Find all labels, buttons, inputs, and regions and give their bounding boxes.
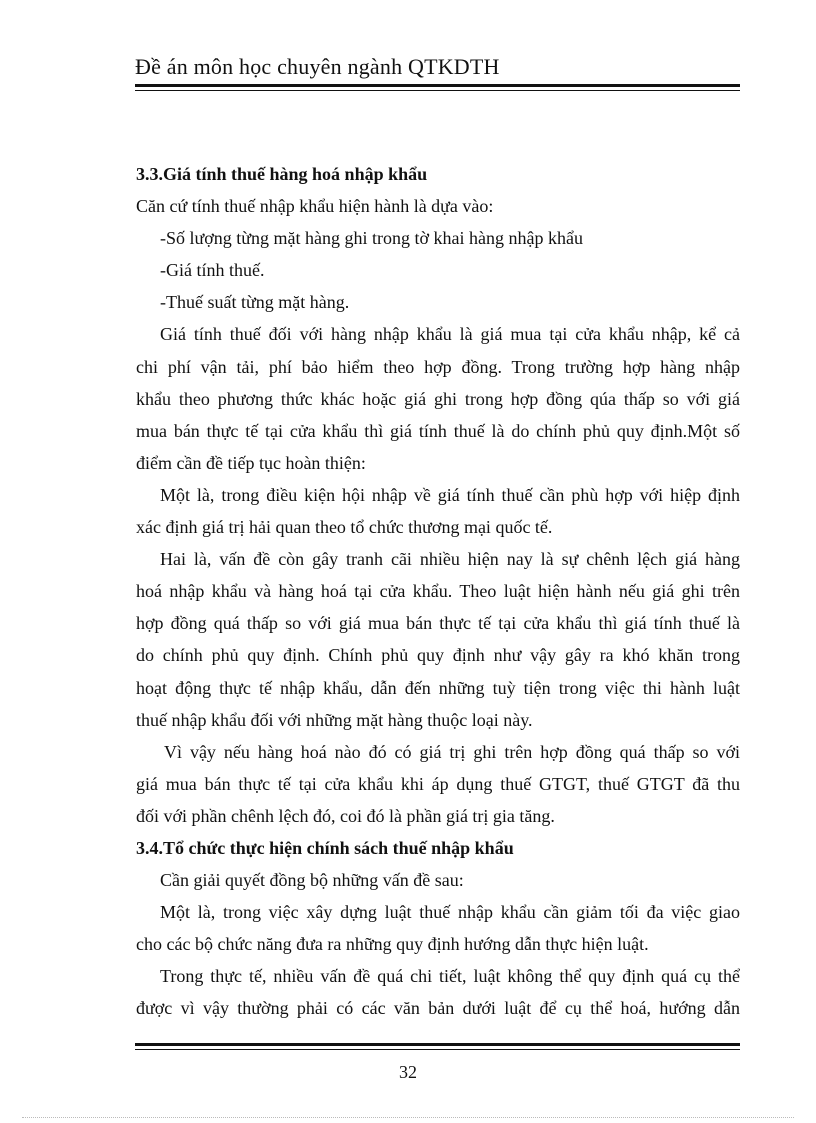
text-line: điểm cần đề tiếp tục hoàn thiện: [136,452,366,473]
text-line: thuế nhập khẩu đối với những mặt hàng thuộc loại này. [136,709,533,730]
text-line: mua bán thực tế tại cửa khẩu thì giá tính thuế là do chính phủ quy định.Một số [136,420,740,441]
text-line: Trong thực tế, nhiều vấn đề quá chi tiết, luật không thể quy định quá cụ thể [160,966,740,987]
text-line: Vì vậy nếu hàng hoá nào đó có giá trị ghi trên hợp đồng quá thấp so với [164,741,740,762]
text-line: Căn cứ tính thuế nhập khẩu hiện hành là dựa vào: [136,196,494,217]
text-line: Một là, trong điều kiện hội nhập về giá tính thuế cần phù hợp với hiệp định [160,484,740,505]
text-line: chi phí vận tải, phí bảo hiểm theo hợp đồng. Trong trường hợp hàng nhập [136,356,740,377]
text-line: hoạt động thực tế nhập khẩu, dẫn đến những tuỳ tiện trong việc thi hành luật [136,677,740,698]
page-edge-dotted-line [22,1117,794,1118]
text-line: Cần giải quyết đồng bộ những vấn đề sau: [160,870,464,891]
text-line: hợp đồng quá thấp so với giá mua bán thực tế tại cửa khẩu thì giá tính thuế là [136,613,740,634]
text-line: Hai là, vấn đề còn gây tranh cãi nhiều hiện nay là sự chênh lệch giá hàng [160,549,740,570]
running-header-title: Đề án môn học chuyên ngành QTKDTH [135,54,500,79]
header-rule-thick [135,84,740,87]
page-number: 32 [399,1062,417,1082]
text-line: -Thuế suất từng mặt hàng. [160,292,350,313]
text-line: -Số lượng từng mặt hàng ghi trong tờ khai hàng nhập khẩu [160,228,583,249]
text-line: xác định giá trị hải quan theo tổ chức thương mại quốc tế. [136,517,553,538]
text-line: Một là, trong việc xây dựng luật thuế nhập khẩu cần giảm tối đa việc giao [160,902,740,923]
footer-rule-thick [135,1043,740,1046]
body-text [136,158,740,1025]
text-line: được vì vậy thường phải có các văn bản dưới luật để cụ thể hoá, hướng dẫn [136,998,740,1019]
section-heading: 3.4.Tổ chức thực hiện chính sách thuế nhập khẩu [136,837,514,858]
header-rule-thin [135,90,740,91]
text-line: Giá tính thuế đối với hàng nhập khẩu là giá mua tại cửa khẩu nhập, kể cả [160,324,740,345]
text-line: giá mua bán thực tế tại cửa khẩu khi áp dụng thuế GTGT, thuế GTGT đã thu [136,773,740,794]
text-line: đối với phần chênh lệch đó, coi đó là phần giá trị gia tăng. [136,805,555,826]
footer-rule-thin [135,1049,740,1050]
section-heading: 3.3.Giá tính thuế hàng hoá nhập khẩu [136,164,428,184]
text-line: hoá nhập khẩu và hàng hoá tại cửa khẩu. Theo luật hiện hành nếu giá ghi trên [136,581,740,602]
text-line: khẩu theo phương thức khác hoặc giá ghi trong hợp đồng qúa thấp so với giá [136,388,740,409]
text-line: cho các bộ chức năng đưa ra những quy định hướng dẫn thực hiện luật. [136,934,649,955]
text-line: do chính phủ quy định. Chính phủ quy định như vậy gây ra khó khăn trong [136,645,740,666]
text-line: -Giá tính thuế. [160,260,265,281]
